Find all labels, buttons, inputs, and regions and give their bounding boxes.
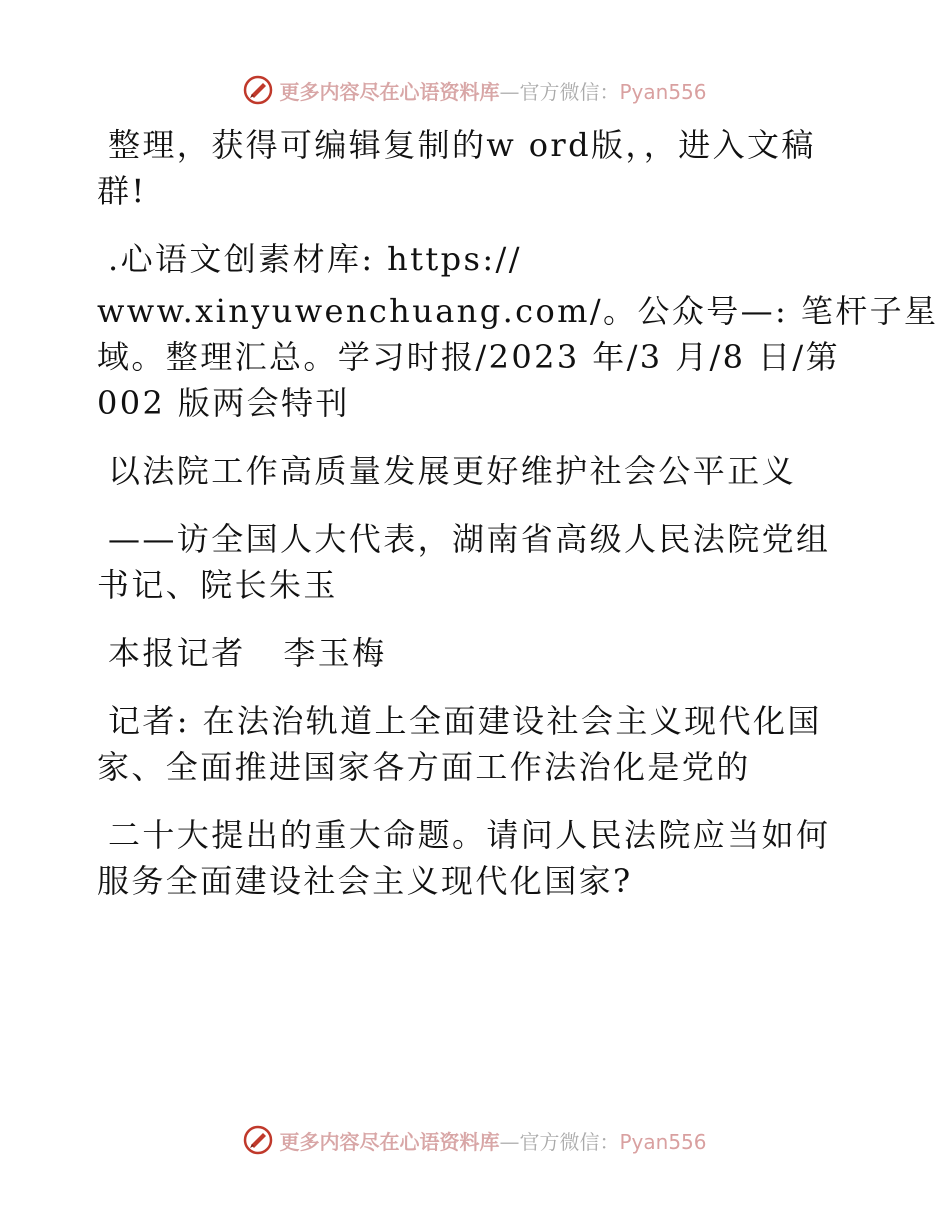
paragraph-1-line-2: 群! — [97, 172, 147, 210]
header-wechat-id: Pyan556 — [619, 79, 707, 104]
article-subtitle-line-2: 书记、院长朱玉 — [97, 566, 338, 604]
question-2-line-2: 服务全面建设社会主义现代化国家? — [97, 862, 633, 900]
paragraph-2-line-1: .心语文创素材库: https:// — [108, 240, 522, 278]
header-banner — [0, 70, 950, 110]
footer-banner-text — [279, 1126, 706, 1155]
header-dash: — — [499, 79, 520, 104]
question-2-line-1: 二十大提出的重大命题。请问人民法院应当如何 — [108, 816, 831, 854]
footer-brand: 更多内容尽在心语资料库 — [279, 1129, 500, 1154]
footer-banner — [0, 1120, 950, 1160]
paragraph-2-line-2: www.xinyuwenchuang.com/。公众号—: 笔杆子星 — [97, 292, 939, 330]
article-subtitle-line-1: ——访全国人大代表，湖南省高级人民法院党组 — [108, 520, 831, 558]
header-banner-content — [243, 75, 706, 105]
paragraph-2-line-3: 域。整理汇总。学习时报/2023 年/3 月/8 日/第 — [97, 338, 840, 376]
header-brand: 更多内容尽在心语资料库 — [279, 79, 500, 104]
byline: 本报记者 李玉梅 — [108, 634, 387, 672]
footer-wechat-label: 官方微信： — [519, 1129, 620, 1154]
header-wechat-label: 官方微信： — [519, 79, 620, 104]
paragraph-2-line-4: 002 版两会特刊 — [97, 384, 350, 422]
brand-logo-icon — [243, 75, 273, 105]
question-1-line-1: 记者: 在法治轨道上全面建设社会主义现代化国 — [108, 702, 822, 740]
footer-banner-content — [243, 1125, 706, 1155]
question-1-line-2: 家、全面推进国家各方面工作法治化是党的 — [97, 748, 751, 786]
paragraph-1-line-1: 整理，获得可编辑复制的w ord版，，进入文稿 — [108, 126, 816, 164]
article-title: 以法院工作高质量发展更好维护社会公平正义 — [108, 452, 797, 490]
footer-wechat-id: Pyan556 — [619, 1129, 707, 1154]
header-banner-text — [279, 76, 706, 105]
brand-logo-icon — [243, 1125, 273, 1155]
footer-dash: — — [499, 1129, 520, 1154]
document-body — [97, 122, 939, 904]
